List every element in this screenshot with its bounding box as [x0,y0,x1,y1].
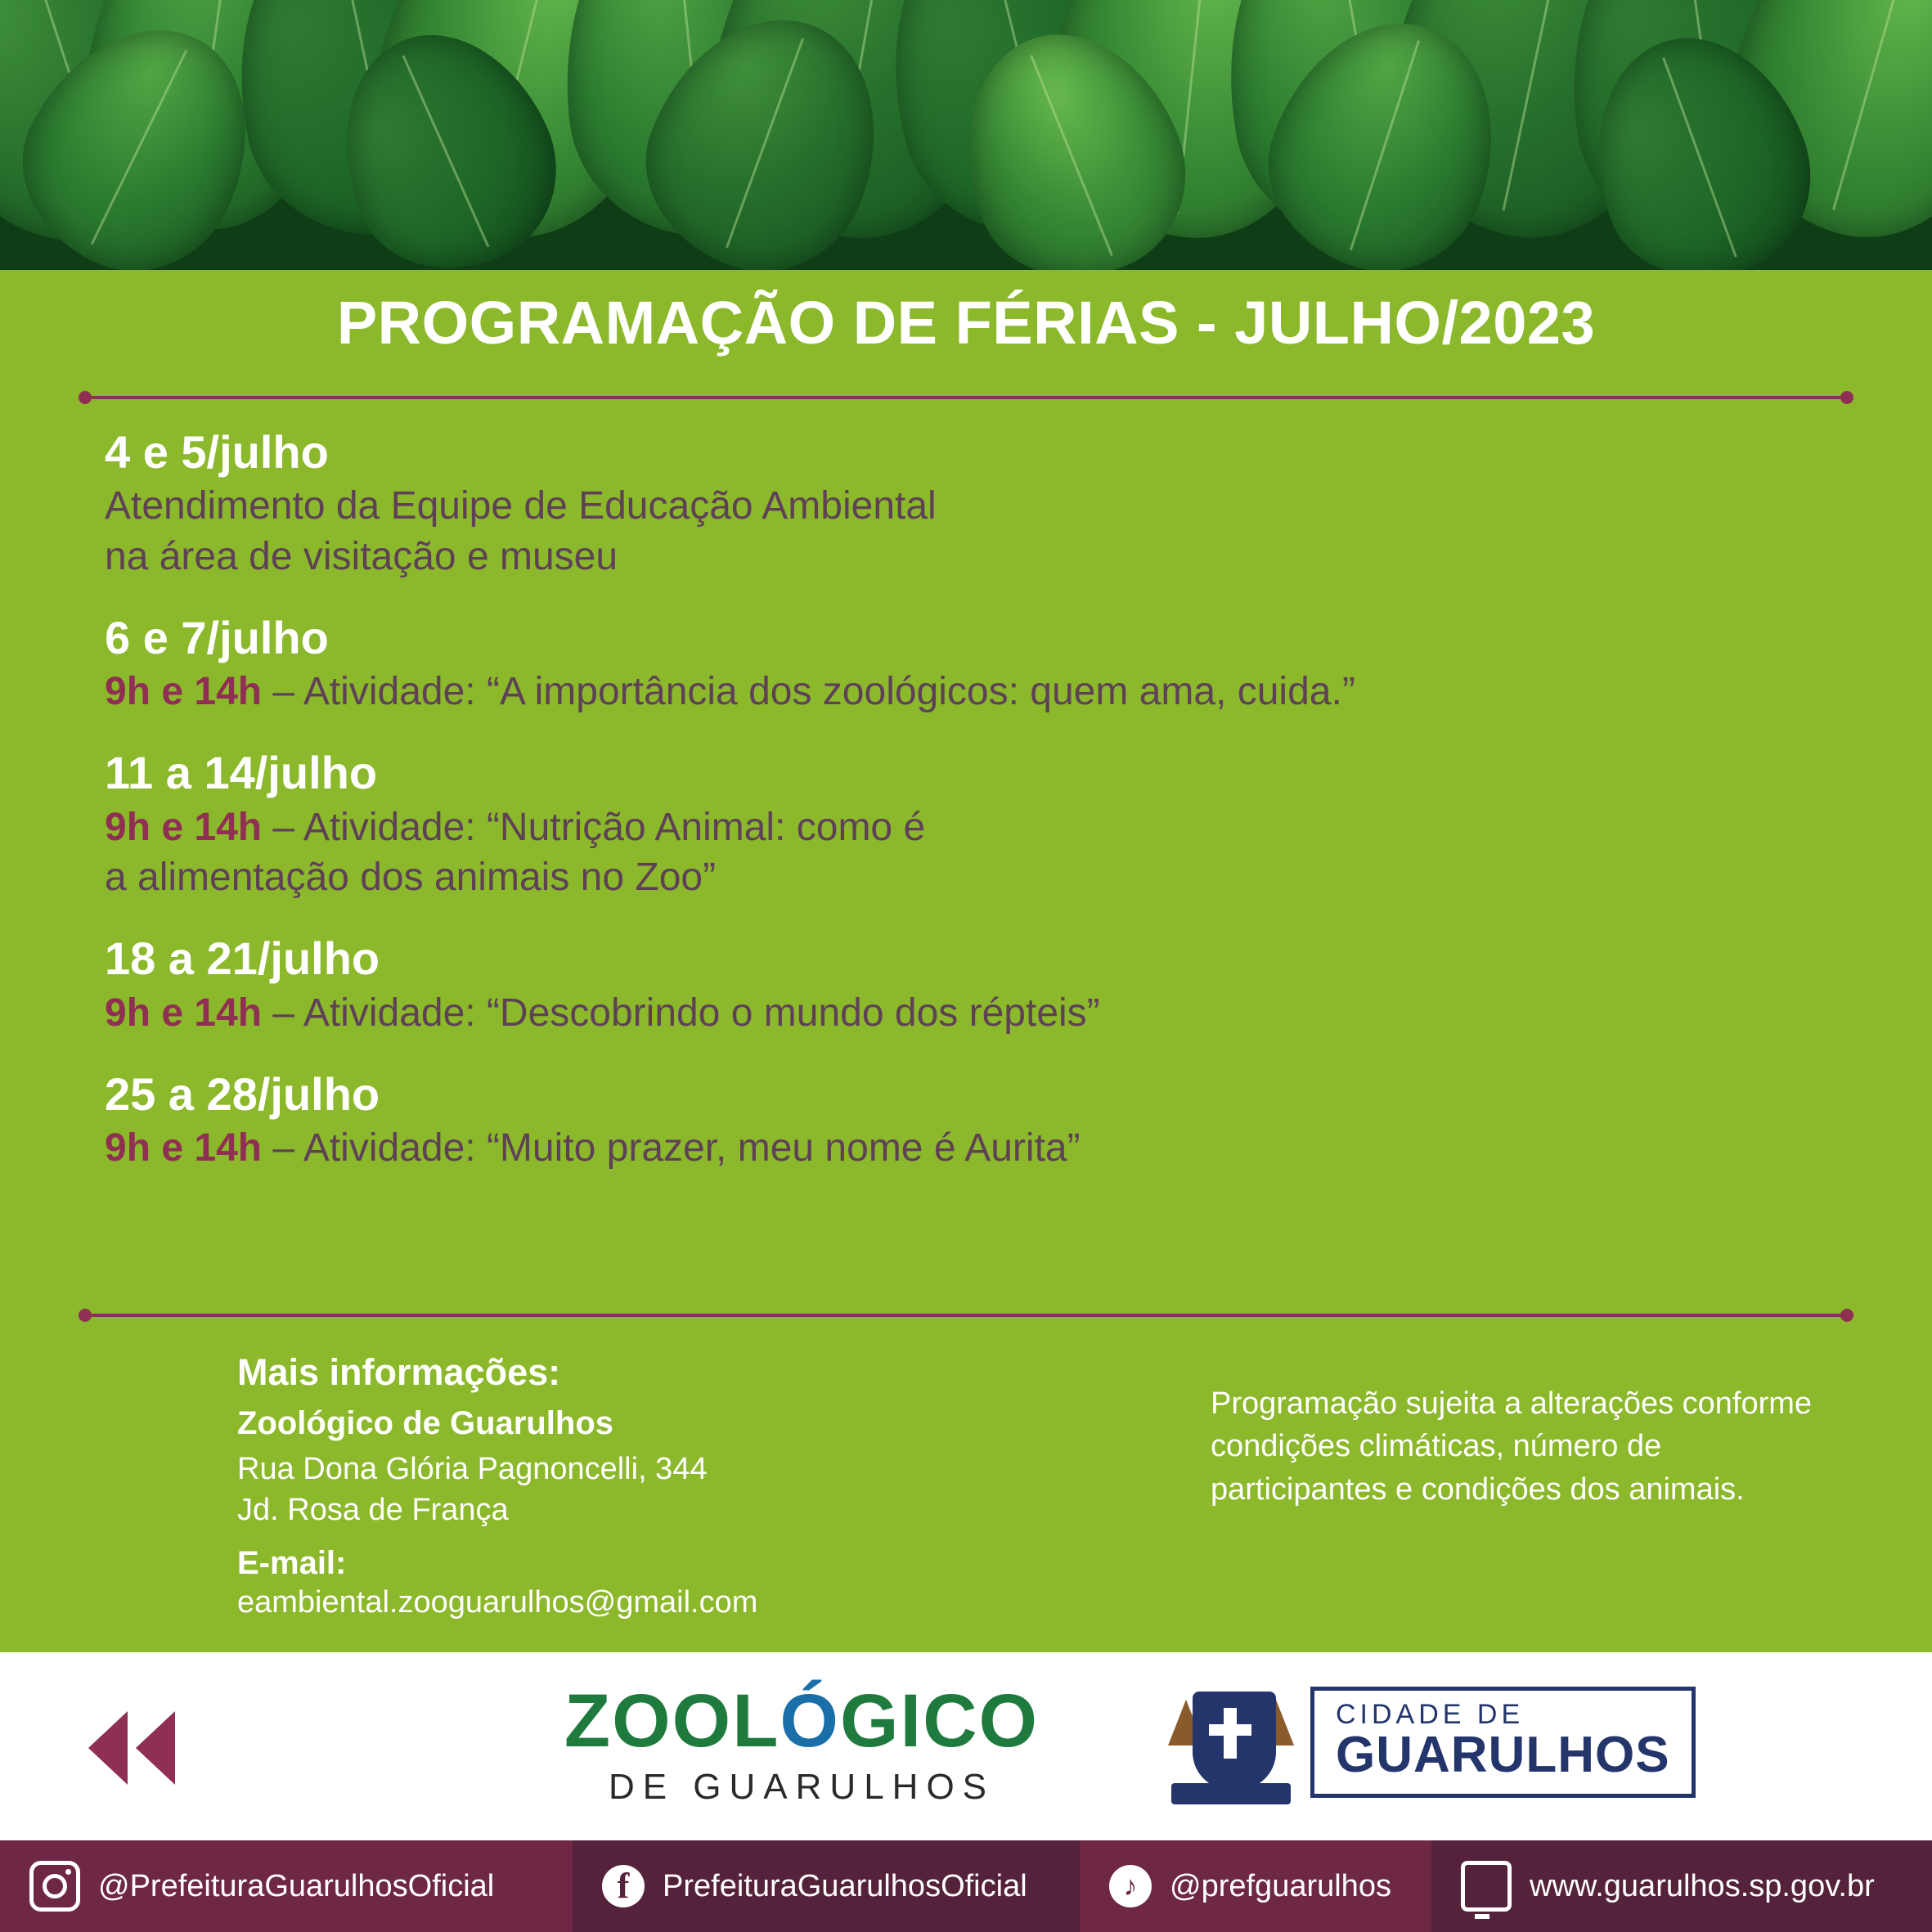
schedule-description: – Atividade: “Muito prazer, meu nome é Aurita” [262,1126,1081,1170]
facebook-icon: f [602,1865,645,1907]
schedule-line [105,988,1839,1038]
divider-top [79,389,1853,406]
schedule-list [105,425,1839,1202]
email-address[interactable]: eambiental.zooguarulhos@gmail.com [237,1585,758,1620]
double-chevron-icon [88,1711,236,1785]
social-label-tiktok: @prefguarulhos [1170,1868,1391,1903]
divider-dot-right [1840,1309,1853,1322]
divider-line [87,1314,1845,1317]
schedule-description: – Atividade: “Descobrindo o mundo dos répteis” [262,991,1100,1035]
zoo-logo-word-part3: GICO [839,1679,1040,1763]
schedule-description: a alimentação dos animais no Zoo” [105,855,717,899]
divider-line [87,396,1845,399]
list-item [105,746,1839,902]
schedule-hour: 9h e 14h [105,1126,263,1170]
more-info-heading: Mais informações: [237,1351,561,1393]
schedule-hour: 9h e 14h [105,805,263,849]
schedule-line [105,802,1839,852]
schedule-description: Atendimento da Equipe de Educação Ambiental [105,484,937,528]
address-line-1: Rua Dona Glória Pagnoncelli, 344 [237,1452,708,1486]
list-item [105,1067,1839,1174]
schedule-hour: 9h e 14h [105,670,263,714]
contact-info [237,1351,1121,1623]
schedule-line [105,667,1839,717]
social-label-instagram: @PrefeituraGuarulhosOficial [98,1868,495,1903]
zoo-logo-word-part2: Ó [780,1679,840,1763]
schedule-date: 6 e 7/julho [105,611,329,663]
schedule-line [105,532,1839,582]
schedule-description: na área de visitação e museu [105,534,618,578]
schedule-description: – Atividade: “Nutrição Animal: como é [262,805,926,849]
tiktok-icon: ♪ [1109,1865,1152,1907]
address-line-2: Jd. Rosa de França [237,1493,509,1528]
schedule-date: 25 a 28/julho [105,1067,380,1120]
schedule-date: 11 a 14/julho [105,747,378,799]
list-item [105,611,1839,717]
city-logo-text [1310,1687,1696,1797]
zoo-logo-word-part1: ZOOL [564,1679,780,1763]
schedule-description: – Atividade: “A importância dos zoológicos: quem ama, cuida.” [262,670,1355,714]
social-item-instagram[interactable] [0,1840,573,1932]
social-item-tiktok[interactable] [1080,1840,1431,1932]
schedule-hour: 9h e 14h [105,991,263,1035]
schedule-line [105,1123,1839,1173]
zoo-logo [540,1679,1063,1808]
divider-bottom [79,1307,1853,1323]
city-logo-big: GUARULHOS [1336,1727,1670,1784]
page-title: PROGRAMAÇÃO DE FÉRIAS - JULHO/2023 [336,289,1596,357]
social-item-website[interactable] [1431,1840,1932,1932]
leaf-photo-band [0,0,1932,270]
coat-of-arms-icon [1170,1677,1292,1808]
divider-dot-right [1840,391,1853,404]
zoo-logo-subtitle: DE GUARULHOS [608,1767,995,1807]
social-bar [0,1840,1932,1932]
city-logo [1170,1677,1696,1808]
instagram-icon [29,1861,80,1912]
footer-logos-bar [0,1652,1932,1840]
schedule-date: 18 a 21/julho [105,932,380,985]
list-item [105,932,1839,1038]
website-icon [1461,1861,1512,1912]
email-label: E-mail: [237,1545,347,1582]
schedule-line [105,481,1839,531]
schedule-line [105,852,1839,902]
disclaimer-text: Programação sujeita a alterações conforme condições climáticas, número de participantes e condições dos animais. [1211,1386,1813,1507]
social-label-facebook: PrefeituraGuarulhosOficial [663,1868,1027,1903]
zoo-logo-wordmark [540,1679,1063,1763]
social-item-facebook[interactable] [573,1840,1080,1932]
schedule-date: 4 e 5/julho [105,426,329,478]
city-logo-small: CIDADE DE [1336,1699,1525,1731]
social-label-website: www.guarulhos.sp.gov.br [1530,1868,1875,1903]
zoo-name: Zoológico de Guarulhos [237,1405,613,1441]
list-item [105,425,1839,582]
